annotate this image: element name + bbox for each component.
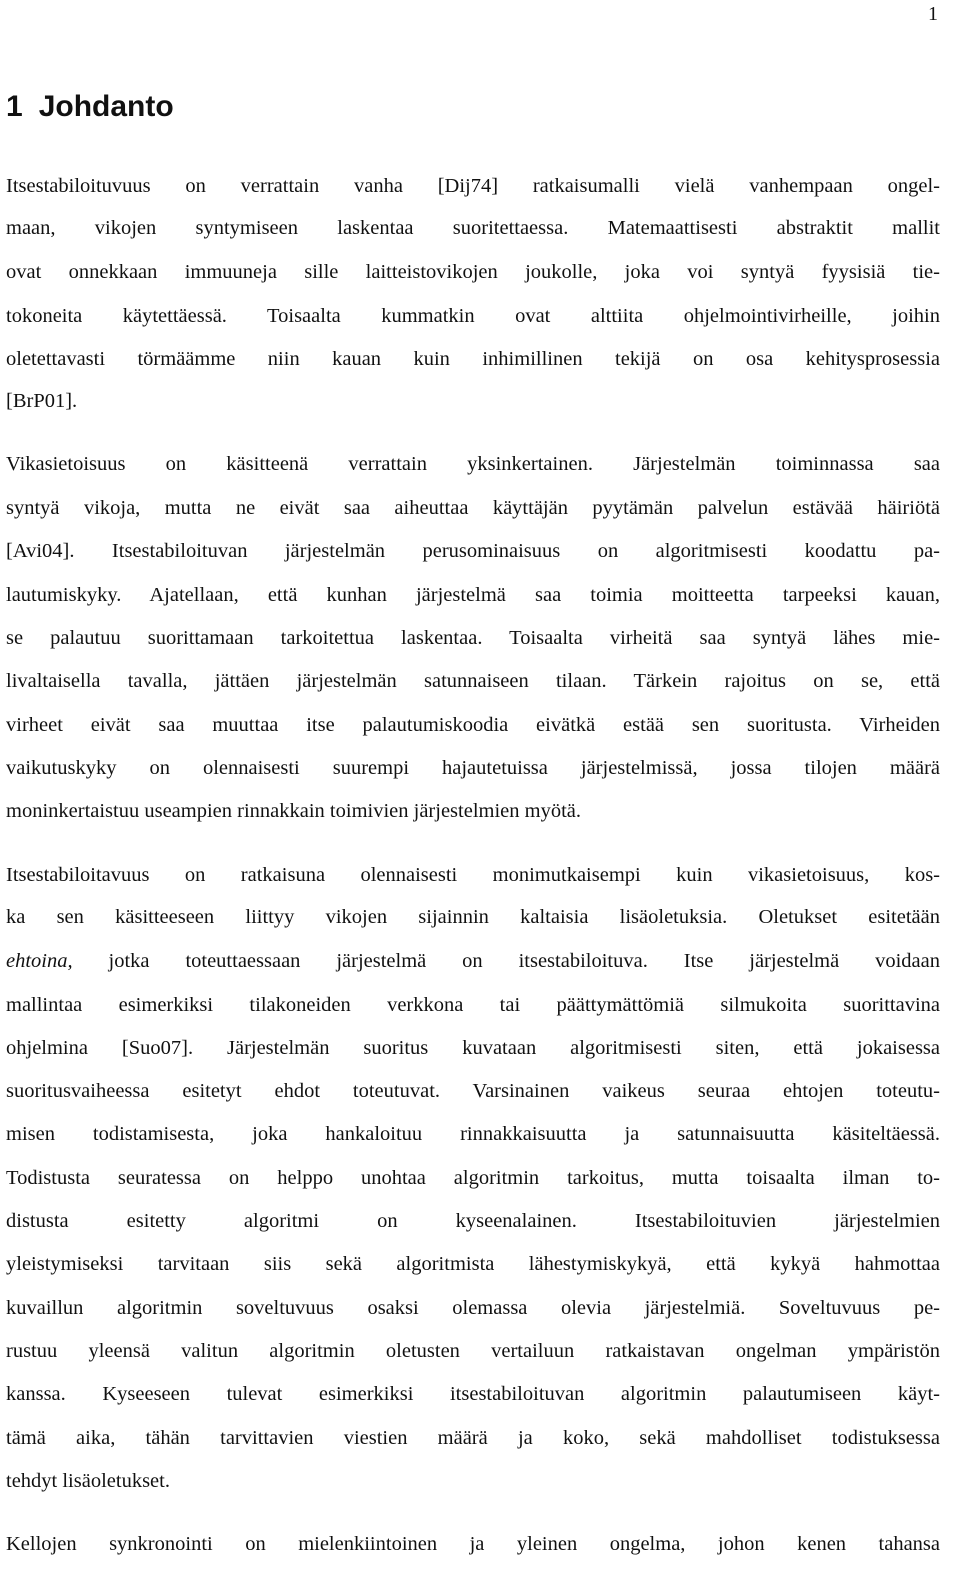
line-text: tokoneita käytettäessä. Toisaalta kummatkin ovat alttiita ohjelmointivirheille, joihin bbox=[6, 305, 940, 327]
line-text: moninkertaistuu useampien rinnakkain toimivien järjestelmien myötä. bbox=[6, 800, 582, 822]
section-number: 1 bbox=[6, 90, 23, 123]
body-line bbox=[6, 1245, 940, 1283]
body-line bbox=[6, 1029, 940, 1067]
body-line bbox=[6, 706, 940, 744]
body-line bbox=[6, 619, 940, 657]
body-line bbox=[6, 662, 940, 700]
body-line bbox=[6, 1462, 940, 1500]
line-text: suoritusvaiheessa esitetyt ehdot toteutuvat. Varsinainen vaikeus seuraa ehtojen toteutu- bbox=[6, 1080, 940, 1102]
line-text: virheet eivät saa muuttaa itse palautumiskoodia eivätkä estää sen suoritusta. Virheiden bbox=[6, 714, 940, 736]
line-text: mallintaa esimerkiksi tilakoneiden verkkona tai päättymättömiä silmukoita suorittavina bbox=[6, 994, 940, 1016]
line-text: tämä aika, tähän tarvittavien viestien määrä ja koko, sekä mahdolliset todistuksessa bbox=[6, 1427, 940, 1449]
line-text: livaltaisella tavalla, jättäen järjestelmän satunnaiseen tilaan. Tärkein rajoitus on se, että bbox=[6, 670, 940, 692]
line-text: se palautuu suorittamaan tarkoitettua laskentaa. Toisaalta virheitä saa syntyä lähes mie- bbox=[6, 627, 940, 649]
line-text: syntyä vikoja, mutta ne eivät saa aiheuttaa käyttäjän pyytämän palvelun estävää häiriötä bbox=[6, 497, 940, 519]
body-line bbox=[6, 1159, 940, 1197]
line-text: Itsestabiloitavuus on ratkaisuna olennaisesti monimutkaisempi kuin vikasietoisuus, kos- bbox=[6, 864, 940, 886]
emphasized-term: ehtoina, bbox=[6, 950, 73, 972]
page-number: 1 bbox=[928, 3, 938, 25]
body-line bbox=[6, 340, 940, 378]
line-text: jotka toteuttaessaan järjestelmä on itsestabiloituva. Itse järjestelmä voidaan bbox=[72, 950, 940, 972]
line-text: oletettavasti törmäämme niin kauan kuin inhimillinen tekijä on osa kehitysprosessia bbox=[6, 348, 940, 370]
body-line bbox=[6, 1072, 940, 1110]
line-text: misen todistamisesta, joka hankaloituu rinnakkaisuutta ja satunnaisuutta käsiteltäessä. bbox=[6, 1123, 940, 1145]
line-text: ovat onnekkaan immuuneja sille laitteistovikojen joukolle, joka voi syntyä fyysisiä tie- bbox=[6, 261, 940, 283]
line-text: yleistymiseksi tarvitaan siis sekä algoritmista lähestymiskykyä, että kykyä hahmottaa bbox=[6, 1253, 940, 1275]
body-line bbox=[6, 1419, 940, 1457]
body-line bbox=[6, 1202, 940, 1240]
body-line bbox=[6, 1115, 940, 1153]
body-line bbox=[6, 532, 940, 570]
line-text: lautumiskyky. Ajatellaan, että kunhan järjestelmä saa toimia moitteetta tarpeeksi kauan, bbox=[6, 584, 940, 606]
line-text: kuvaillun algoritmin soveltuvuus osaksi olemassa olevia järjestelmiä. Soveltuvuus pe- bbox=[6, 1297, 940, 1319]
line-text: ohjelmina [Suo07]. Järjestelmän suoritus kuvataan algoritmisesti siten, että jokaisessa bbox=[6, 1037, 940, 1059]
body-line bbox=[6, 253, 940, 291]
body-line bbox=[6, 382, 940, 420]
line-text: distusta esitetty algoritmi on kyseenalainen. Itsestabiloituvien järjestelmien bbox=[6, 1210, 940, 1232]
section-title: Johdanto bbox=[38, 90, 174, 123]
line-text: maan, vikojen syntymiseen laskentaa suoritettaessa. Matemaattisesti abstraktit mallit bbox=[6, 217, 940, 239]
body-line bbox=[6, 576, 940, 614]
line-text: rustuu yleensä valitun algoritmin oletusten vertailuun ratkaistavan ongelman ympäristön bbox=[6, 1340, 940, 1362]
line-text: vaikutuskyky on olennaisesti suurempi hajautetuissa järjestelmissä, jossa tilojen määrä bbox=[6, 757, 940, 779]
line-text: ka sen käsitteeseen liittyy vikojen sijainnin kaltaisia lisäoletuksia. Oletukset esitetään bbox=[6, 906, 940, 928]
body-line bbox=[6, 489, 940, 527]
body-line bbox=[6, 1332, 940, 1370]
body-line bbox=[6, 1525, 940, 1563]
line-text: kanssa. Kyseeseen tulevat esimerkiksi itsestabiloituvan algoritmin palautumiseen käyt- bbox=[6, 1383, 940, 1405]
body-line bbox=[6, 749, 940, 787]
line-text: [BrP01]. bbox=[6, 390, 78, 412]
line-text: Todistusta seuratessa on helppo unohtaa algoritmin tarkoitus, mutta toisaalta ilman to- bbox=[6, 1167, 940, 1189]
section-heading bbox=[6, 88, 174, 126]
line-text: tehdyt lisäoletukset. bbox=[6, 1470, 170, 1492]
body-line bbox=[6, 297, 940, 335]
line-text: Kellojen synkronointi on mielenkiintoinen ja yleinen ongelma, johon kenen tahansa bbox=[6, 1533, 940, 1555]
body-line bbox=[6, 856, 940, 894]
line-text: Vikasietoisuus on käsitteenä verrattain yksinkertainen. Järjestelmän toiminnassa saa bbox=[6, 453, 940, 475]
line-text: Itsestabiloituvuus on verrattain vanha [Dij74] ratkaisumalli vielä vanhempaan ongel- bbox=[6, 175, 940, 197]
body-line bbox=[6, 792, 940, 830]
body-line bbox=[6, 1289, 940, 1327]
body-line bbox=[6, 445, 940, 483]
body-line bbox=[6, 942, 940, 980]
line-text: [Avi04]. Itsestabiloituvan järjestelmän perusominaisuus on algoritmisesti koodattu pa- bbox=[6, 540, 940, 562]
body-line bbox=[6, 209, 940, 247]
body-line bbox=[6, 167, 940, 205]
body-line bbox=[6, 986, 940, 1024]
body-line bbox=[6, 1375, 940, 1413]
body-line bbox=[6, 898, 940, 936]
